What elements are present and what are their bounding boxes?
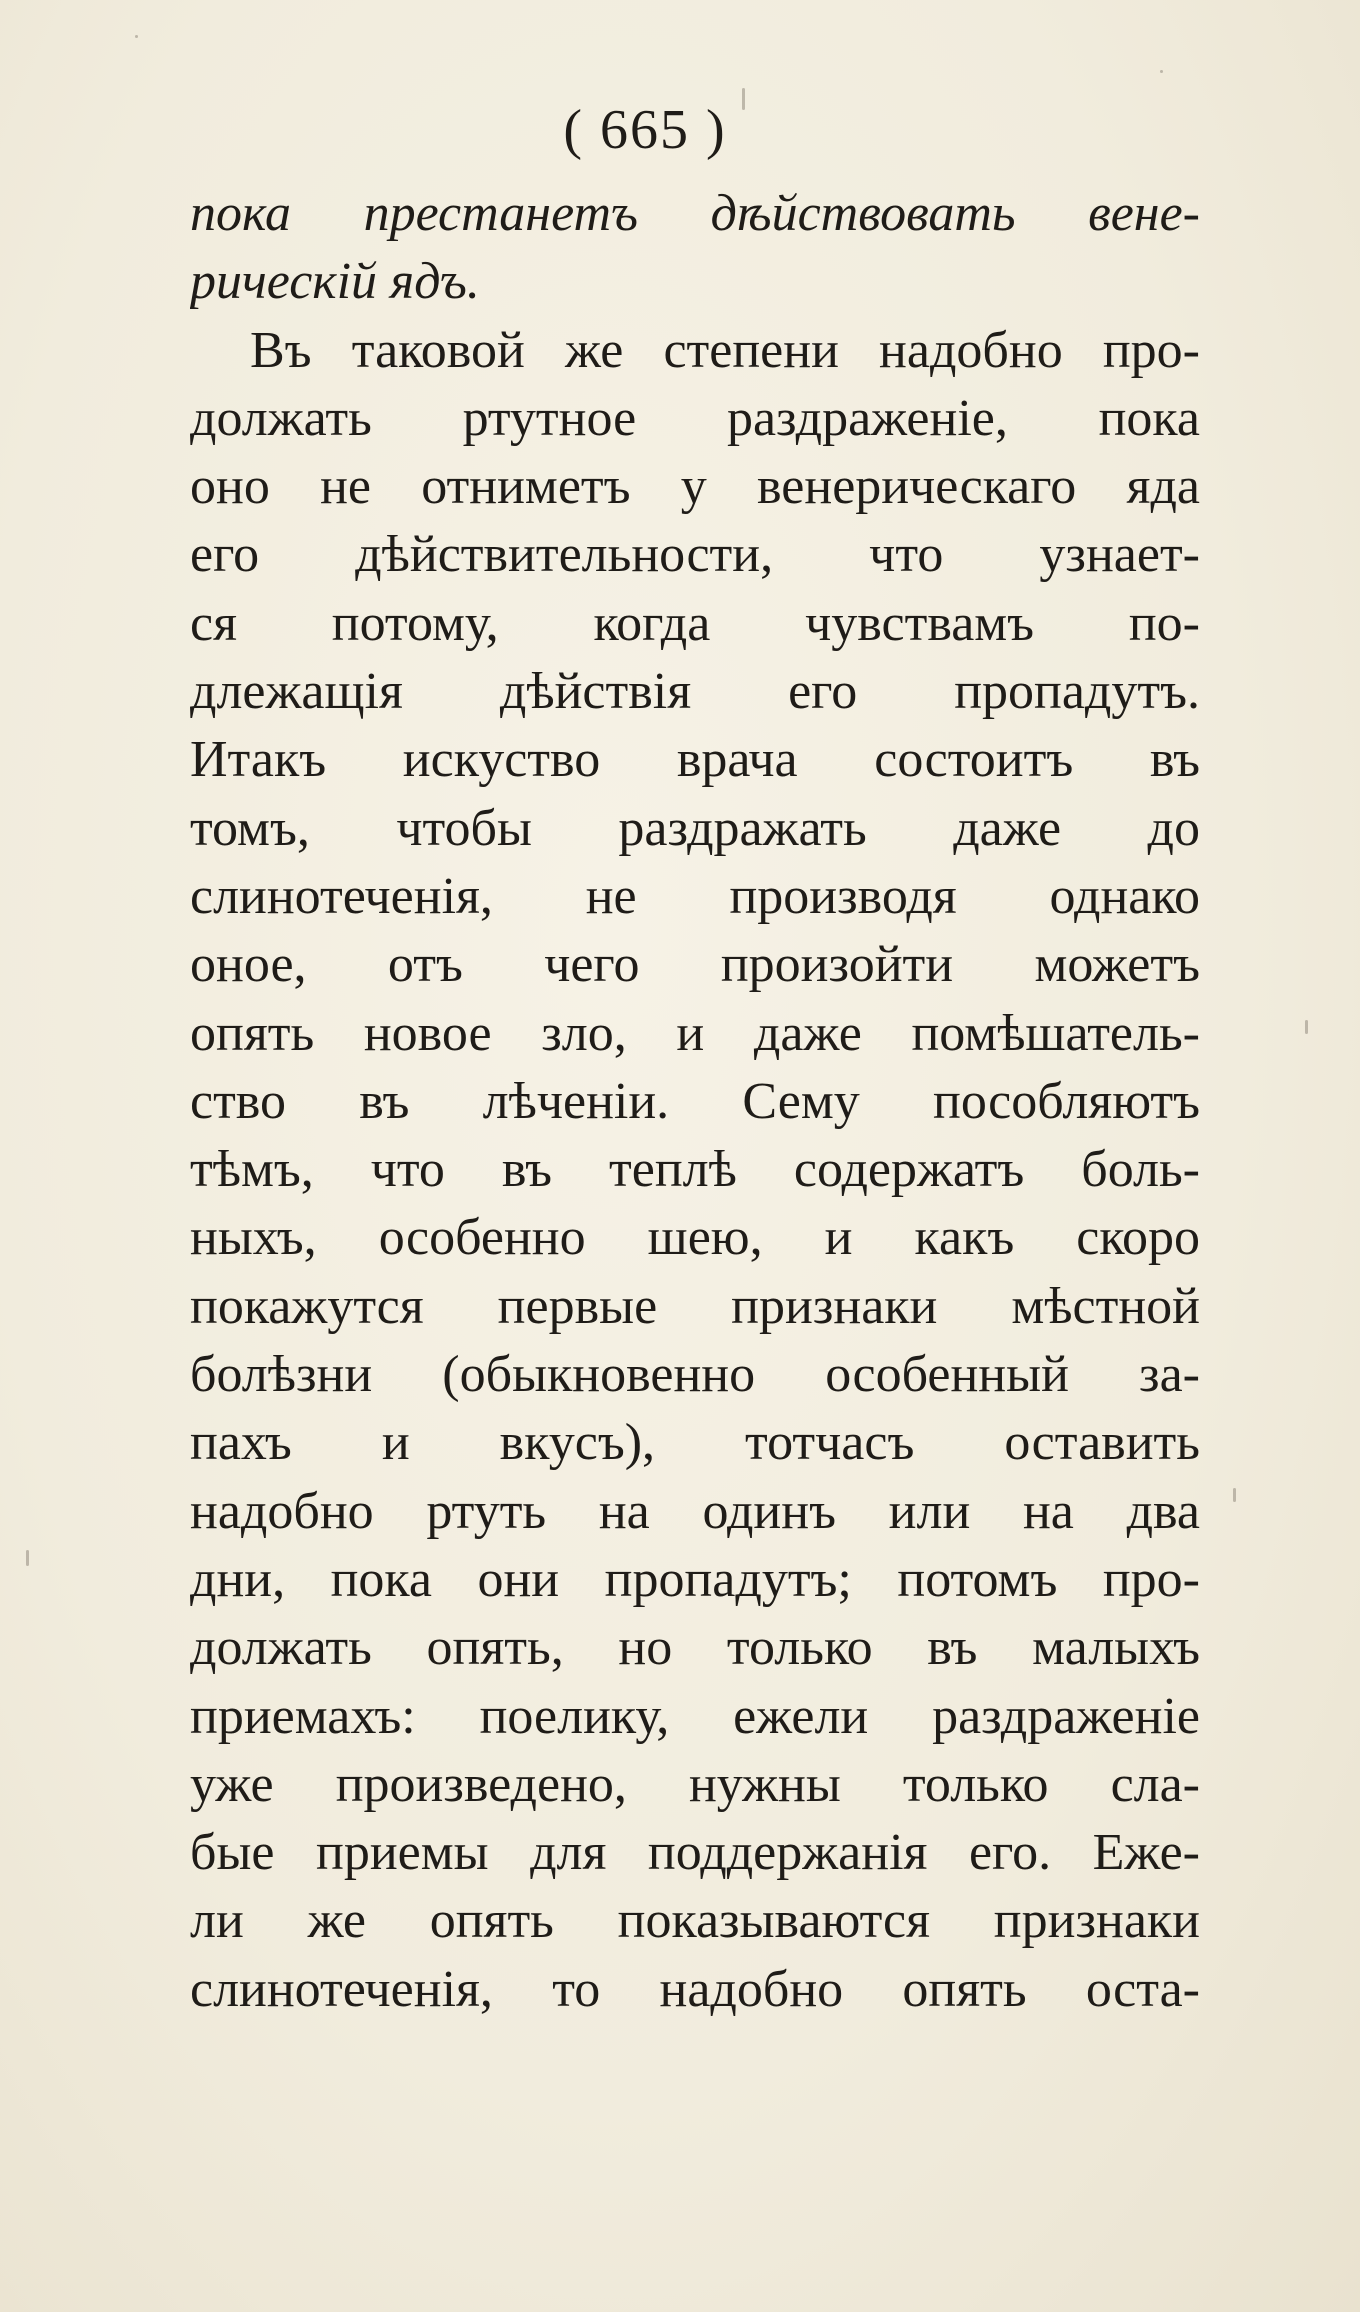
text-line: должать опять, но только въ малыхъ xyxy=(190,1619,1200,1677)
paper-speck xyxy=(742,88,745,110)
text-line: ли же опять показываются признаки xyxy=(190,1892,1200,1950)
text-line: дни, пока они пропадутъ; потомъ про- xyxy=(190,1550,1200,1608)
paragraph-first-line: Въ таковой же степени надобно про- xyxy=(250,321,1200,379)
text-line: опять новое зло, и даже помѣшатель- xyxy=(190,1004,1200,1062)
text-line: уже произведено, нужны только сла- xyxy=(190,1755,1200,1813)
page-number: ( 665 ) xyxy=(563,99,727,161)
body-text xyxy=(190,180,1200,2024)
paper-speck xyxy=(135,35,138,38)
paper-speck xyxy=(26,1550,29,1566)
text-line: тѣмъ, что въ теплѣ содержатъ боль- xyxy=(190,1141,1200,1199)
text-line: слинотеченія, то надобно опять оста- xyxy=(190,1960,1200,2018)
text-line: оно не отниметъ у венерическаго яда xyxy=(190,458,1200,516)
paper-speck xyxy=(1233,1488,1236,1502)
text-line: томъ, чтобы раздражать даже до xyxy=(190,799,1200,857)
text-line: ныхъ, особенно шею, и какъ скоро xyxy=(190,1209,1200,1267)
text-line-italic: рическій ядъ. xyxy=(190,253,480,311)
text-line: ство въ лѣченіи. Сему пособляютъ xyxy=(190,1072,1200,1130)
paper-speck xyxy=(1305,1020,1308,1034)
text-line: покажутся первые признаки мѣстной xyxy=(190,1277,1200,1335)
text-line: должать ртутное раздраженіе, пока xyxy=(190,389,1200,447)
text-line: бые приемы для поддержанія его. Еже- xyxy=(190,1824,1200,1882)
text-line: оное, отъ чего произойти можетъ xyxy=(190,936,1200,994)
text-line: Итакъ искуство врача состоитъ въ xyxy=(190,731,1200,789)
text-line-italic: пока престанетъ дѣйствовать вене- xyxy=(190,185,1200,242)
text-line: длежащія дѣйствія его пропадутъ. xyxy=(190,663,1200,721)
text-line: надобно ртуть на одинъ или на два xyxy=(190,1482,1200,1540)
text-line: болѣзни (обыкновенно особенный за- xyxy=(190,1346,1200,1404)
paper-speck xyxy=(1160,70,1163,73)
text-line: его дѣйствительности, что узнает- xyxy=(190,526,1200,584)
text-line: приемахъ: поелику, ежели раздраженіе xyxy=(190,1687,1200,1745)
text-line: ся потому, когда чувствамъ по- xyxy=(190,594,1200,652)
text-line: пахъ и вкусъ), тотчасъ оставить xyxy=(190,1414,1200,1472)
text-line: слинотеченія, не производя однако xyxy=(190,867,1200,925)
